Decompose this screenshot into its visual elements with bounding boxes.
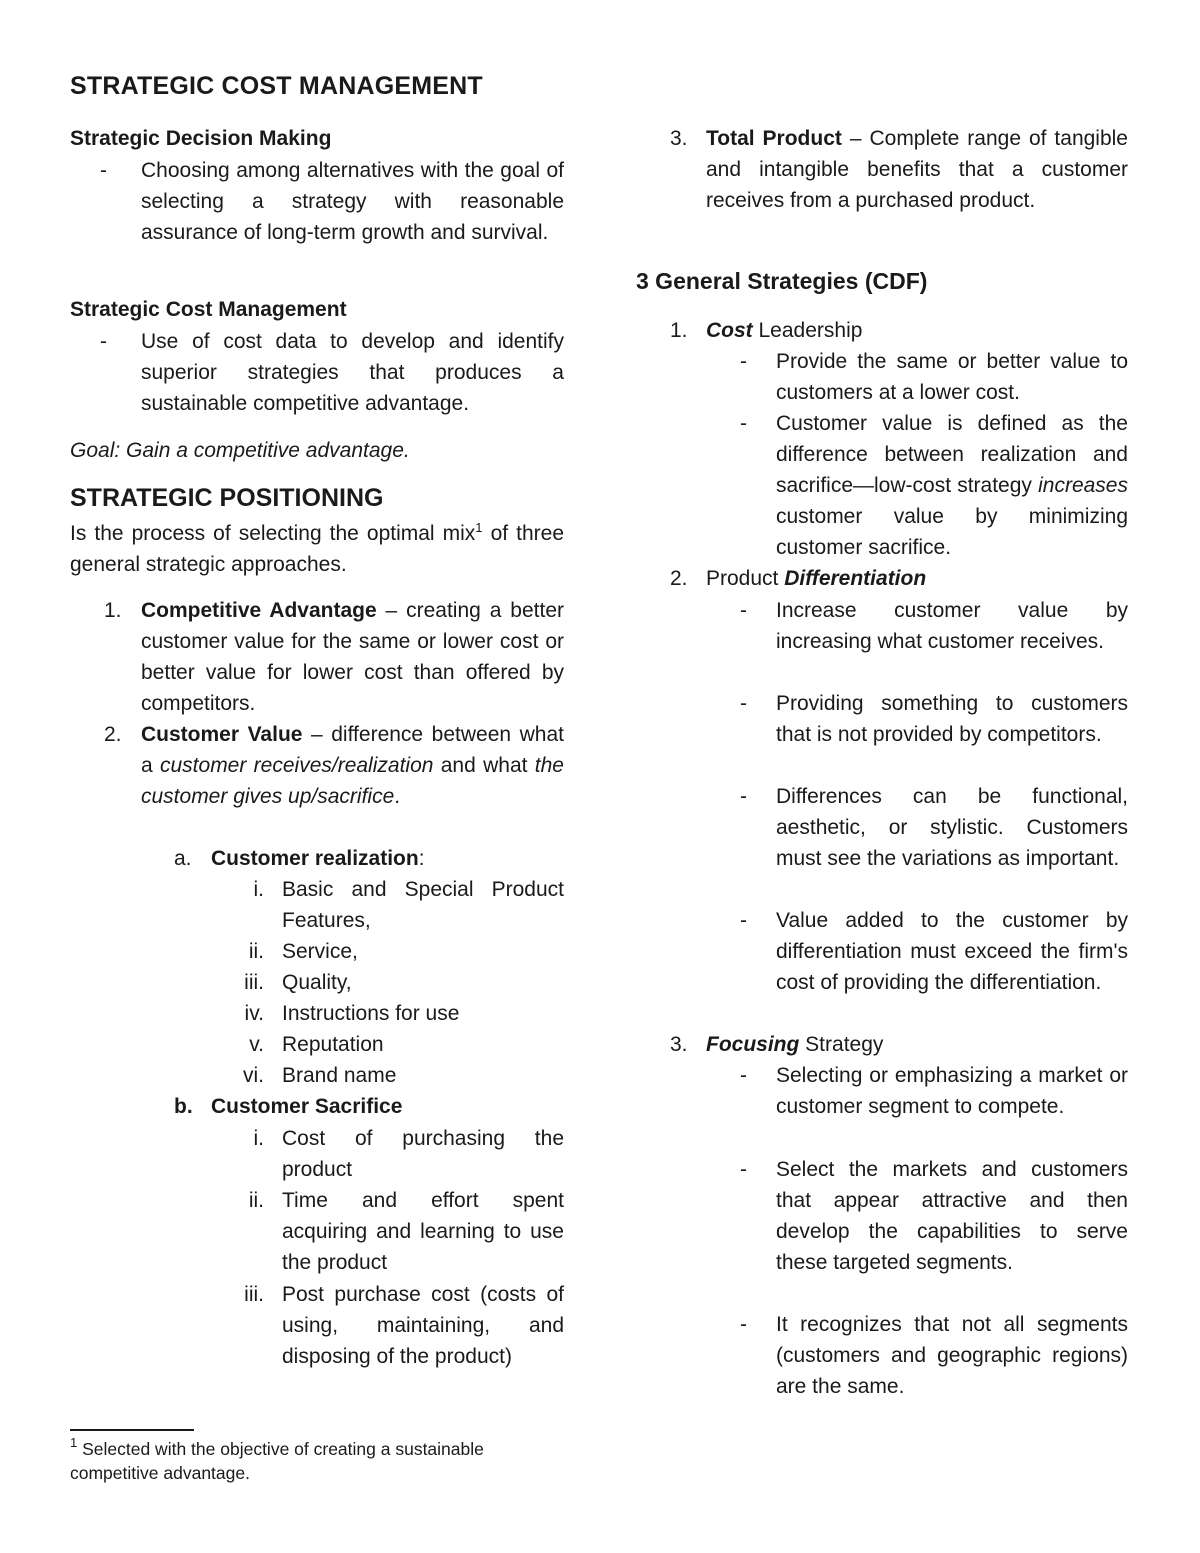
dash-bullet: -	[740, 785, 747, 808]
definition-text: Use of cost data to develop and identify superior strategies that produces a sustainable competitive advantage.	[141, 330, 564, 415]
dash-bullet: -	[740, 1064, 747, 1087]
footnote-ref: 1	[475, 520, 483, 535]
list-item-text: Customer Value – difference between what a customer receives/realization and what the customer gives up/sacrifice.	[141, 723, 564, 808]
dash-bullet: -	[740, 350, 747, 373]
positioning-intro: Is the process of selecting the optimal mix$^1$ of three general strategic approaches.	[70, 520, 564, 576]
section-heading-strategic-decision-making: Strategic Decision Making	[70, 127, 332, 150]
list-number: 1.	[670, 319, 688, 342]
section-heading-general-strategies: 3 General Strategies (CDF)	[636, 268, 928, 294]
footnote: $^1$ Selected with the objective of creating a sustainable competitive advantage.	[70, 1435, 484, 1483]
page-title: STRATEGIC COST MANAGEMENT	[70, 72, 483, 100]
goal-text: Goal: Gain a competitive advantage.	[70, 439, 410, 462]
sublist-label: Customer realization	[211, 847, 419, 870]
dash-bullet: -	[740, 1158, 747, 1181]
sublist-label: Customer Sacrifice	[211, 1095, 403, 1118]
sublist-marker: a.	[174, 847, 192, 870]
footnote-divider	[70, 1429, 194, 1431]
dash-bullet: -	[740, 412, 747, 435]
definition-text: Choosing among alternatives with the goal of selecting a strategy with reasonable assurance of long-term growth and survival.	[141, 159, 564, 244]
list-number: 2.	[670, 567, 688, 590]
sublist-marker: b.	[174, 1095, 193, 1118]
dash-bullet: -	[740, 692, 747, 715]
section-heading-strategic-positioning: STRATEGIC POSITIONING	[70, 484, 384, 512]
list-number: 3.	[670, 1033, 688, 1056]
dash-bullet: -	[740, 1313, 747, 1336]
list-item-text: Total Product – Complete range of tangible and intangible benefits that a customer receives from a purchased product.	[706, 127, 1128, 212]
list-number: 2.	[104, 723, 122, 746]
section-heading-strategic-cost-management: Strategic Cost Management	[70, 298, 347, 321]
dash-bullet: -	[100, 159, 107, 182]
dash-bullet: -	[100, 330, 107, 353]
list-number: 1.	[104, 599, 122, 622]
list-number: 3.	[670, 127, 688, 150]
list-item-text: Competitive Advantage – creating a better customer value for the same or lower cost or better value for lower cost than offered by competitors.	[141, 599, 564, 715]
dash-bullet: -	[740, 599, 747, 622]
dash-bullet: -	[740, 909, 747, 932]
